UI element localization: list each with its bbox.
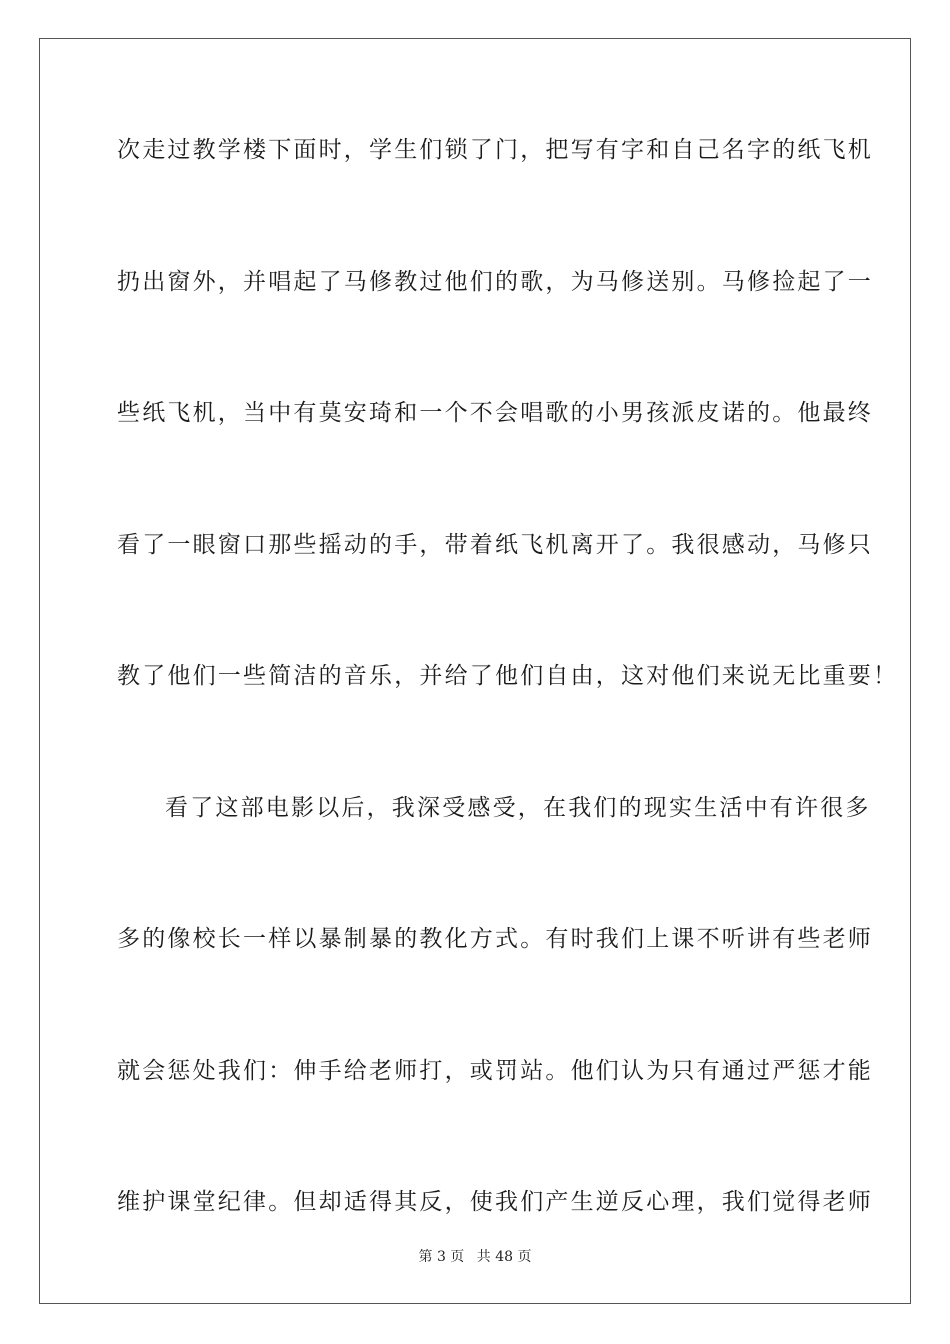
text-line: 多的像校长一样以暴制暴的教化方式。有时我们上课不听讲有些老师 [117,926,873,952]
document-body [117,127,899,1311]
text-line: 次走过教学楼下面时，学生们锁了门，把写有字和自己名字的纸飞机 [117,137,873,163]
text-line: 扔出窗外，并唱起了马修教过他们的歌，为马修送别。马修捡起了一 [117,268,873,295]
page-number: 第 3 页 [418,1249,465,1265]
paragraph-start-line: 看了这部电影以后，我深受感受，在我们的现实生活中有许很多 [165,794,871,821]
text-line: 些纸飞机，当中有莫安琦和一个不会唱歌的小男孩派皮诺的。他最终 [117,400,873,426]
page-footer [0,1246,950,1266]
text-line: 教了他们一些简洁的音乐，并给了他们自由，这对他们来说无比重要！ [117,663,899,689]
page-total: 共 48 页 [476,1249,532,1265]
text-line: 就会惩处我们：伸手给老师打，或罚站。他们认为只有通过严惩才能 [117,1057,873,1084]
text-line: 看了一眼窗口那些摇动的手，带着纸飞机离开了。我很感动，马修只 [117,531,873,558]
text-line: 维护课堂纪律。但却适得其反，使我们产生逆反心理，我们觉得老师 [117,1189,873,1215]
